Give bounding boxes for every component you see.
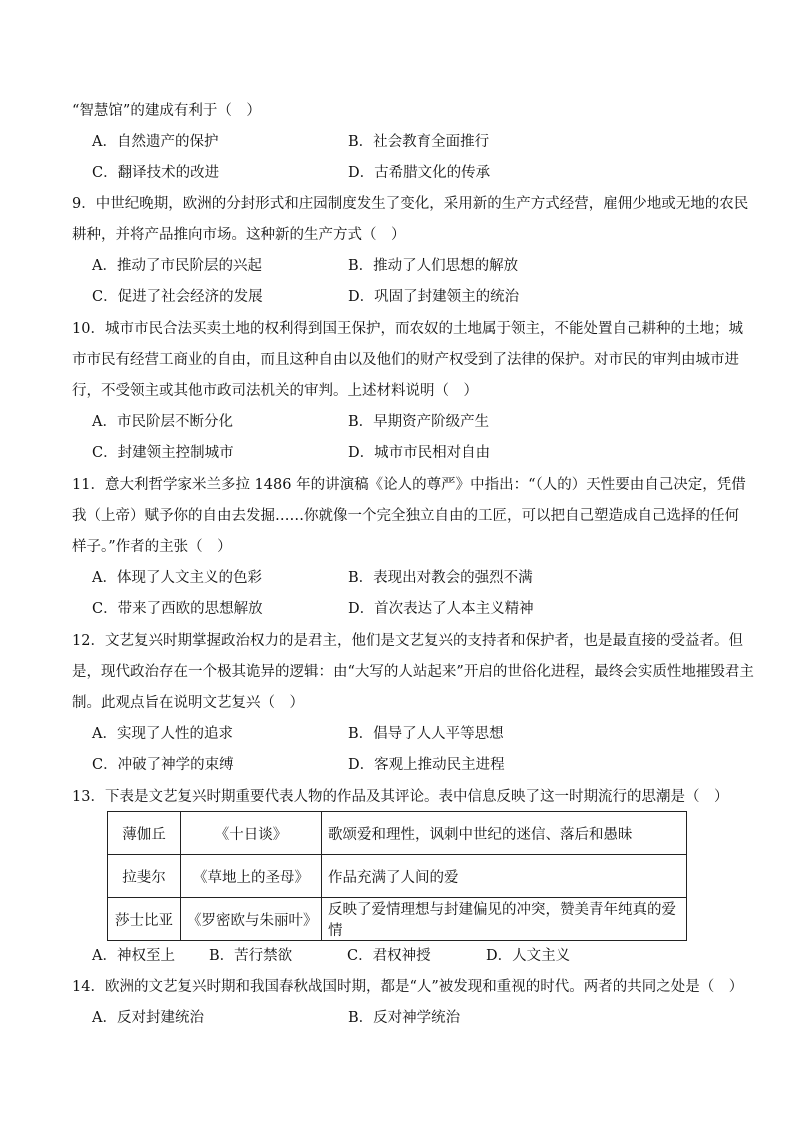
q8-option-b[interactable]: B．社会教育全面推行	[348, 134, 490, 150]
table-cell-work: 《草地上的圣母》	[181, 855, 322, 898]
q9-option-a[interactable]: A．推动了市民阶层的兴起	[92, 258, 262, 274]
q13-stem: 13．下表是文艺复兴时期重要代表人物的作品及其评论。表中信息反映了这一时期流行的思潮是（ ）	[72, 789, 729, 805]
q13-option-b[interactable]: B．苦行禁欲	[209, 948, 293, 964]
q13-option-a[interactable]: A．神权至上	[92, 948, 175, 964]
q10-option-d[interactable]: D．城市市民相对自由	[348, 445, 491, 461]
table-row	[108, 855, 687, 898]
q10-stem-line-3: 行，不受领主或其他市政司法机关的审判。上述材料说明（ ）	[72, 383, 478, 399]
q8-stem: “智慧馆”的建成有利于（ ）	[72, 103, 261, 119]
q10-option-c[interactable]: C．封建领主控制城市	[92, 445, 234, 461]
q14-stem: 14．欧洲的文艺复兴时期和我国春秋战国时期，都是“人”被发现和重视的时代。两者的共同之处是（ ）	[72, 979, 744, 995]
q12-option-d[interactable]: D．客观上推动民主进程	[348, 757, 505, 773]
q11-option-d[interactable]: D．首次表达了人本主义精神	[348, 601, 534, 617]
table-cell-work: 《罗密欧与朱丽叶》	[181, 898, 322, 941]
q11-stem-line-3: 样子。”作者的主张（ ）	[72, 539, 232, 555]
table-row	[108, 812, 687, 855]
table-cell-work: 《十日谈》	[181, 812, 322, 855]
q12-option-a[interactable]: A．实现了人性的追求	[92, 726, 233, 742]
q12-stem-line-3: 制。此观点旨在说明文艺复兴（ ）	[72, 695, 304, 711]
table-cell-author: 莎士比亚	[108, 898, 181, 941]
q10-option-a[interactable]: A．市民阶层不断分化	[92, 414, 233, 430]
works-table	[107, 811, 687, 941]
q12-option-c[interactable]: C．冲破了神学的束缚	[92, 757, 234, 773]
q14-option-a[interactable]: A．反对封建统治	[92, 1010, 204, 1026]
q9-option-b[interactable]: B．推动了人们思想的解放	[348, 258, 519, 274]
q14-option-b[interactable]: B．反对神学统治	[348, 1010, 461, 1026]
table-cell-comment: 反映了爱情理想与封建偏见的冲突，赞美青年纯真的爱情	[322, 898, 687, 941]
q11-stem-line-2: 我（上帝）赋予你的自由去发掘……你就像一个完全独立自由的工匠，可以把自己塑造成自己选择的任何	[72, 508, 739, 524]
q13-option-c[interactable]: C．君权神授	[347, 948, 431, 964]
q9-stem-line-1: 9．中世纪晚期，欧洲的分封形式和庄园制度发生了变化，采用新的生产方式经营，雇佣少地或无地的农民	[72, 196, 749, 212]
q10-option-b[interactable]: B．早期资产阶级产生	[348, 414, 490, 430]
q12-stem-line-2: 是，现代政治存在一个极其诡异的逻辑：由“大写的人站起来”开启的世俗化进程，最终会实质性地摧毁君主	[72, 664, 754, 680]
table-row	[108, 898, 687, 941]
q11-option-a[interactable]: A．体现了人文主义的色彩	[92, 570, 262, 586]
q9-stem-line-2: 耕种，并将产品推向市场。这种新的生产方式（ ）	[72, 227, 406, 243]
table-cell-comment: 作品充满了人间的爱	[322, 855, 687, 898]
table-cell-author: 薄伽丘	[108, 812, 181, 855]
q11-stem-line-1: 11．意大利哲学家米兰多拉 1486 年的讲演稿《论人的尊严》中指出：“（人的）天性要由自己决定，凭借	[72, 477, 746, 493]
q12-option-b[interactable]: B．倡导了人人平等思想	[348, 726, 504, 742]
q11-option-b[interactable]: B．表现出对教会的强烈不满	[348, 570, 533, 586]
q13-option-d[interactable]: D．人文主义	[486, 948, 571, 964]
q10-stem-line-1: 10．城市市民合法买卖土地的权利得到国王保护，而农奴的土地属于领主，不能处置自己耕种的土地；城	[72, 321, 743, 337]
table-cell-author: 拉斐尔	[108, 855, 181, 898]
q8-option-c[interactable]: C．翻译技术的改进	[92, 165, 220, 181]
q8-option-d[interactable]: D．古希腊文化的传承	[348, 165, 491, 181]
q9-option-d[interactable]: D．巩固了封建领主的统治	[348, 289, 520, 305]
q9-option-c[interactable]: C．促进了社会经济的发展	[92, 289, 263, 305]
q8-option-a[interactable]: A．自然遗产的保护	[92, 134, 219, 150]
q11-option-c[interactable]: C．带来了西欧的思想解放	[92, 601, 263, 617]
q12-stem-line-1: 12．文艺复兴时期掌握政治权力的是君主，他们是文艺复兴的支持者和保护者，也是最直接的受益者。但	[72, 633, 743, 649]
q10-stem-line-2: 市市民有经营工商业的自由，而且这种自由以及他们的财产权受到了法律的保护。对市民的审判由城市进	[72, 352, 739, 368]
table-cell-comment: 歌颂爱和理性，讽刺中世纪的迷信、落后和愚昧	[322, 812, 687, 855]
